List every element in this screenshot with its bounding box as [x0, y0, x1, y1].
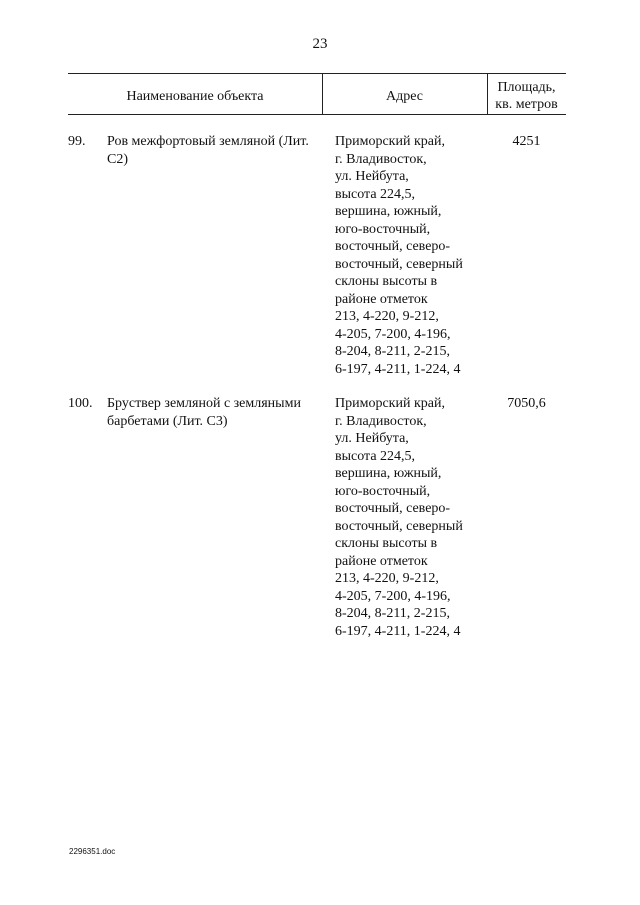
- address-line: 4-205, 7-200, 4-196,: [335, 588, 451, 604]
- header-object-name: Наименование объекта: [126, 89, 264, 104]
- address-line: вершина, южный,: [335, 466, 442, 481]
- address-line: юго-восточный,: [335, 483, 431, 499]
- address-line: г. Владивосток,: [335, 151, 427, 167]
- object-name: Бруствер земляной с земляными барбетами (Лит. С3): [107, 396, 301, 429]
- address-line: склоны высоты в: [335, 536, 438, 551]
- header-area: [487, 79, 566, 113]
- object-address: [335, 395, 487, 640]
- address-line: восточный, северный: [335, 256, 463, 272]
- header-area-line1: Площадь,: [497, 80, 556, 95]
- address-line: 4-205, 7-200, 4-196,: [335, 326, 451, 342]
- address-line: высота 224,5,: [335, 448, 416, 464]
- page-number: 23: [312, 36, 328, 52]
- address-line: ул. Нейбута,: [335, 431, 409, 446]
- object-area: 7050,6: [507, 396, 546, 411]
- object-address: [335, 133, 487, 378]
- address-line: склоны высоты в: [335, 274, 438, 289]
- header-area-line2: кв. метров: [495, 97, 558, 112]
- address-line: районе отметок: [335, 291, 428, 307]
- address-line: Приморский край,: [335, 396, 445, 411]
- address-line: высота 224,5,: [335, 186, 416, 202]
- address-line: 8-204, 8-211, 2-215,: [335, 344, 450, 359]
- address-line: 8-204, 8-211, 2-215,: [335, 606, 450, 621]
- address-line: Приморский край,: [335, 134, 445, 149]
- address-line: восточный, северо-: [335, 501, 451, 516]
- address-line: 6-197, 4-211, 1-224, 4: [335, 623, 461, 639]
- address-line: г. Владивосток,: [335, 413, 427, 429]
- address-line: восточный, северный: [335, 518, 463, 534]
- address-line: ул. Нейбута,: [335, 169, 409, 184]
- object-area: 4251: [512, 134, 541, 149]
- header-address: Адрес: [385, 89, 423, 104]
- address-line: 6-197, 4-211, 1-224, 4: [335, 361, 461, 377]
- address-line: 213, 4-220, 9-212,: [335, 571, 439, 586]
- address-line: районе отметок: [335, 553, 428, 569]
- address-line: юго-восточный,: [335, 221, 431, 237]
- row-number: 99.: [68, 134, 86, 149]
- table-top-rule: [68, 73, 566, 74]
- table-header-bottom-rule: [68, 114, 566, 115]
- row-number: 100.: [68, 396, 93, 411]
- address-line: 213, 4-220, 9-212,: [335, 309, 439, 324]
- address-line: восточный, северо-: [335, 239, 451, 254]
- address-line: вершина, южный,: [335, 204, 442, 219]
- document-filename: 2296351.doc: [69, 847, 116, 856]
- object-name: Ров межфортовый земляной (Лит. С2): [107, 134, 309, 167]
